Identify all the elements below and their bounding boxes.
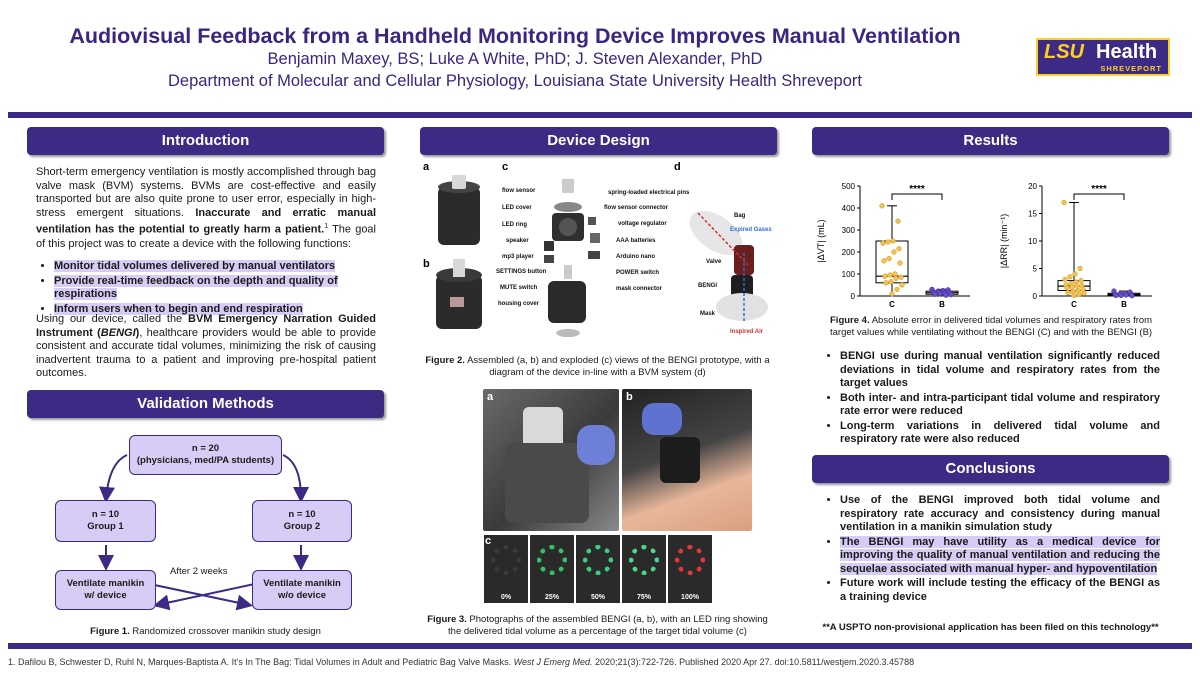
label-inspired-air: Inspired Air	[730, 329, 764, 335]
header-divider	[8, 112, 1192, 118]
y-tick-label: 10	[1028, 237, 1037, 246]
label-speaker: speaker	[506, 238, 529, 244]
data-point	[891, 239, 896, 244]
intro-bullet-list	[28, 260, 378, 317]
data-point	[1119, 293, 1124, 298]
ventilate-with-device-box: Ventilate manikin w/ device	[55, 570, 156, 610]
led-percent-label: 0%	[500, 594, 512, 601]
results-heading: Results	[812, 127, 1169, 155]
intro-paragraph-1	[36, 166, 376, 251]
label-mp3-player: mp3 player	[502, 254, 534, 260]
led-ring	[629, 545, 659, 575]
led-ring	[491, 545, 521, 575]
data-point	[1078, 266, 1083, 271]
intro-bullet: • Monitor tidal volumes delivered by manual ventilators	[54, 260, 378, 274]
label-arduino: Arduino nano	[616, 254, 655, 260]
data-point	[1065, 285, 1070, 290]
data-point	[1063, 277, 1068, 282]
fig2-panel-c: c	[502, 161, 509, 173]
photo-assembled-bengi	[483, 389, 619, 531]
lsu-health-logo	[1036, 38, 1170, 76]
data-point	[886, 240, 891, 245]
exploded-view	[544, 179, 600, 337]
crossover-arrow-1	[145, 583, 249, 605]
label-flow-sensor: flow sensor	[502, 188, 536, 194]
y-axis-label: |ΔRR| (min⁻¹)	[999, 213, 1009, 269]
data-point	[898, 261, 903, 266]
conclusion-bullet: • The BENGI may have utility as a medical device for improving the quality of manual ventilation and reducing the sequelae associated with manual hyper- and hypoventilation	[840, 536, 1160, 577]
label-voltage-regulator: voltage regulator	[618, 221, 667, 227]
data-point	[894, 276, 899, 281]
data-point	[883, 274, 888, 279]
y-tick-label: 500	[841, 182, 855, 191]
data-point	[1066, 290, 1071, 295]
crossover-arrow-2	[157, 583, 259, 605]
data-point	[895, 287, 900, 292]
after-two-weeks-label: After 2 weeks	[170, 566, 228, 577]
label-mute-switch: MUTE switch	[500, 285, 538, 291]
label-bag: Bag	[734, 213, 746, 219]
label-power-switch: POWER switch	[616, 270, 660, 276]
figure2-caption: Figure 2. Assembled (a, b) and exploded (c) views of the BENGI prototype, with a diagram of the device in-line with a BVM system (d)	[425, 355, 770, 378]
label-pins: spring-loaded electrical pins	[608, 190, 690, 196]
data-point	[884, 280, 889, 285]
y-tick-label: 0	[850, 292, 855, 301]
data-point	[880, 203, 885, 208]
introduction-heading: Introduction	[27, 127, 384, 155]
footer-divider	[8, 643, 1192, 649]
data-point	[1075, 284, 1080, 289]
y-tick-label: 300	[841, 226, 855, 235]
results-bullet: • Long-term variations in delivered tidal volume and respiratory rate were also reduced	[840, 420, 1160, 447]
department: Department of Molecular and Cellular Physiology, Louisiana State University Health Shreveport	[168, 72, 862, 90]
label-mask: Mask	[700, 311, 716, 317]
figure1-caption: Figure 1. Randomized crossover manikin study design	[90, 626, 321, 637]
fig3-panel-b: b	[626, 391, 633, 403]
figure4-charts	[812, 168, 1182, 316]
data-point	[896, 219, 901, 224]
label-led-cover: LED cover	[502, 205, 532, 211]
intro-bullet: • Provide real-time feedback on the depth and quality of respirations	[54, 275, 378, 302]
x-tick-label: B	[939, 300, 945, 309]
figure3-caption: Figure 3. Photographs of the assembled BENGI (a, b), with an LED ring showing the delivered tidal volume as a percentage of the target tidal volume (c)	[427, 614, 768, 637]
label-mask-connector: mask connector	[616, 286, 663, 292]
data-point	[1062, 200, 1067, 205]
data-point	[1070, 285, 1075, 290]
led-percent-label: 50%	[590, 594, 605, 601]
results-bullet-list	[814, 350, 1160, 448]
data-point	[887, 256, 892, 261]
ventilate-without-device-box: Ventilate manikin w/o device	[252, 570, 352, 610]
data-point	[900, 283, 905, 288]
data-point	[881, 241, 886, 246]
data-point	[888, 273, 893, 278]
results-bullet: • BENGI use during manual ventilation significantly reduced deviations in tidal volume and respiratory rates from the target values	[840, 350, 1160, 391]
conclusions-bullet-list	[814, 494, 1160, 605]
reference-citation: 1. Dafilou B, Schwester D, Ruhl N, Marques-Baptista A. It's In The Bag: Tidal Volumes in Adult and Pediatric Bag Valve Masks. West J Emerg Med. 2020;21(3):722-726. Published 2020 Apr 27. doi:10.5811/westjem.2020.3.45788	[8, 657, 915, 667]
data-point	[892, 250, 897, 255]
data-point	[1130, 293, 1135, 298]
label-led-ring: LED ring	[502, 222, 527, 228]
x-tick-label: C	[889, 300, 895, 309]
intro-bold-text: Inaccurate and erratic manual ventilation has the potential to greatly harm a patient.	[36, 206, 376, 237]
data-point	[944, 293, 949, 298]
y-tick-label: 0	[1032, 292, 1037, 301]
arrow-to-group2	[283, 455, 301, 499]
exploded-labels-right	[604, 190, 690, 292]
intro-footnote-ref: 1	[324, 223, 329, 231]
fig3-panel-c: c	[485, 535, 492, 547]
led-percent-label: 100%	[681, 594, 699, 601]
x-tick-label: C	[1071, 300, 1077, 309]
exploded-labels-left	[496, 188, 547, 307]
data-point	[1068, 274, 1073, 279]
label-valve: Valve	[706, 259, 722, 265]
device-design-heading: Device Design	[420, 127, 777, 155]
figure4-caption: Figure 4. Absolute error in delivered tidal volumes and respiratory rates from target values while ventilating without the BENGI (C) and with the BENGI (B)	[830, 315, 1153, 338]
data-point	[933, 292, 938, 297]
data-point	[1073, 272, 1078, 277]
x-tick-label: B	[1121, 300, 1127, 309]
intro-text: Short-term emergency ventilation is mostly accomplished through bag valve mask (BVM) systems. BVMs are cost-effective and easily transported but are also quite prone to user error, especially in high-stress emergent situations.	[36, 166, 376, 219]
y-tick-label: 20	[1028, 182, 1037, 191]
conclusion-bullet: • Future work will include testing the efficacy of the BENGI as a training device	[840, 577, 1160, 604]
y-tick-label: 5	[1032, 264, 1037, 274]
figure2-device-illustration	[420, 157, 777, 352]
logo-text: LSU	[1044, 41, 1084, 63]
data-point	[882, 258, 887, 263]
population-box: n = 20 (physicians, med/PA students)	[129, 435, 282, 475]
data-point	[889, 279, 894, 284]
conclusions-heading: Conclusions	[812, 455, 1169, 483]
label-bengi: BENGI	[698, 283, 718, 289]
group2-box: n = 10 Group 2	[252, 500, 352, 542]
led-ring-photo	[668, 535, 712, 603]
significance-label: ****	[1091, 184, 1107, 195]
patent-notice: **A USPTO non-provisional application has been filed on this technology**	[822, 622, 1159, 633]
label-aaa-batteries: AAA batteries	[616, 238, 656, 244]
y-tick-label: 400	[841, 204, 855, 213]
fig2-panel-d: d	[674, 161, 681, 173]
y-tick-label: 100	[841, 270, 855, 279]
significance-label: ****	[909, 184, 925, 195]
data-point	[1079, 278, 1084, 283]
data-point	[949, 292, 954, 297]
panel-d-diagram	[682, 202, 768, 323]
data-point	[1114, 293, 1119, 298]
led-ring-photo	[530, 535, 574, 603]
label-expired-gases: Expired Gases	[730, 227, 772, 233]
assembled-device-a	[438, 187, 480, 245]
intro-paragraph-2: Using our device, called the BVM Emergency Narration Guided Instrument (BENGI), healthcare providers would be able to provide consistent and accurate tidal volumes, minimizing the risk of causing inadvertent trauma to a patient and improving pre-hospital patient outcomes.	[36, 313, 376, 380]
data-point	[1124, 293, 1129, 298]
intro-bullet: • Inform users when to begin and end respiration	[54, 303, 378, 317]
data-point	[899, 275, 904, 280]
data-point	[1072, 293, 1077, 298]
y-tick-label: 200	[841, 248, 855, 257]
fig3-panel-a: a	[487, 391, 494, 403]
fig2-panel-b: b	[423, 258, 430, 270]
label-flow-connector: flow sensor connector	[604, 205, 669, 211]
photo-bengi-on-manikin	[622, 389, 752, 531]
validation-heading: Validation Methods	[27, 390, 384, 418]
group1-box: n = 10 Group 1	[55, 500, 156, 542]
led-percent-label: 25%	[544, 594, 559, 601]
led-percent-label: 75%	[636, 594, 651, 601]
conclusion-bullet: • Use of the BENGI improved both tidal volume and respiratory rate accuracy and consistency during manual ventilation in a manikin simulation study	[840, 494, 1160, 535]
data-point	[1082, 291, 1087, 296]
label-housing-cover: housing cover	[498, 301, 540, 307]
arrow-to-group1	[106, 455, 127, 499]
poster-title: Audiovisual Feedback from a Handheld Monitoring Device Improves Manual Ventilation	[69, 24, 961, 48]
label-settings-button: SETTINGS button	[496, 269, 547, 275]
y-axis-label: |ΔVT| (mL)	[816, 219, 826, 263]
y-tick-label: 15	[1028, 209, 1037, 219]
data-point	[890, 291, 895, 296]
authors: Benjamin Maxey, BS; Luke A White, PhD; J. Steven Alexander, PhD	[267, 50, 763, 68]
data-point	[1077, 292, 1082, 297]
led-ring-photo	[576, 535, 620, 603]
data-point	[893, 272, 898, 277]
led-ring-photo	[622, 535, 666, 603]
led-ring	[537, 545, 567, 575]
data-point	[897, 246, 902, 251]
fig2-panel-a: a	[423, 161, 430, 173]
logo-subtext: SHREVEPORT	[1100, 64, 1162, 73]
results-bullet: • Both inter- and intra-participant tidal volume and respiratory rate error were reduced	[840, 392, 1160, 419]
data-point	[938, 291, 943, 296]
led-ring	[675, 545, 705, 575]
logo-text-health: Health	[1096, 41, 1158, 63]
led-ring	[583, 545, 613, 575]
intro-text-end: The goal of this project was to create a device with the following functions:	[36, 224, 376, 250]
